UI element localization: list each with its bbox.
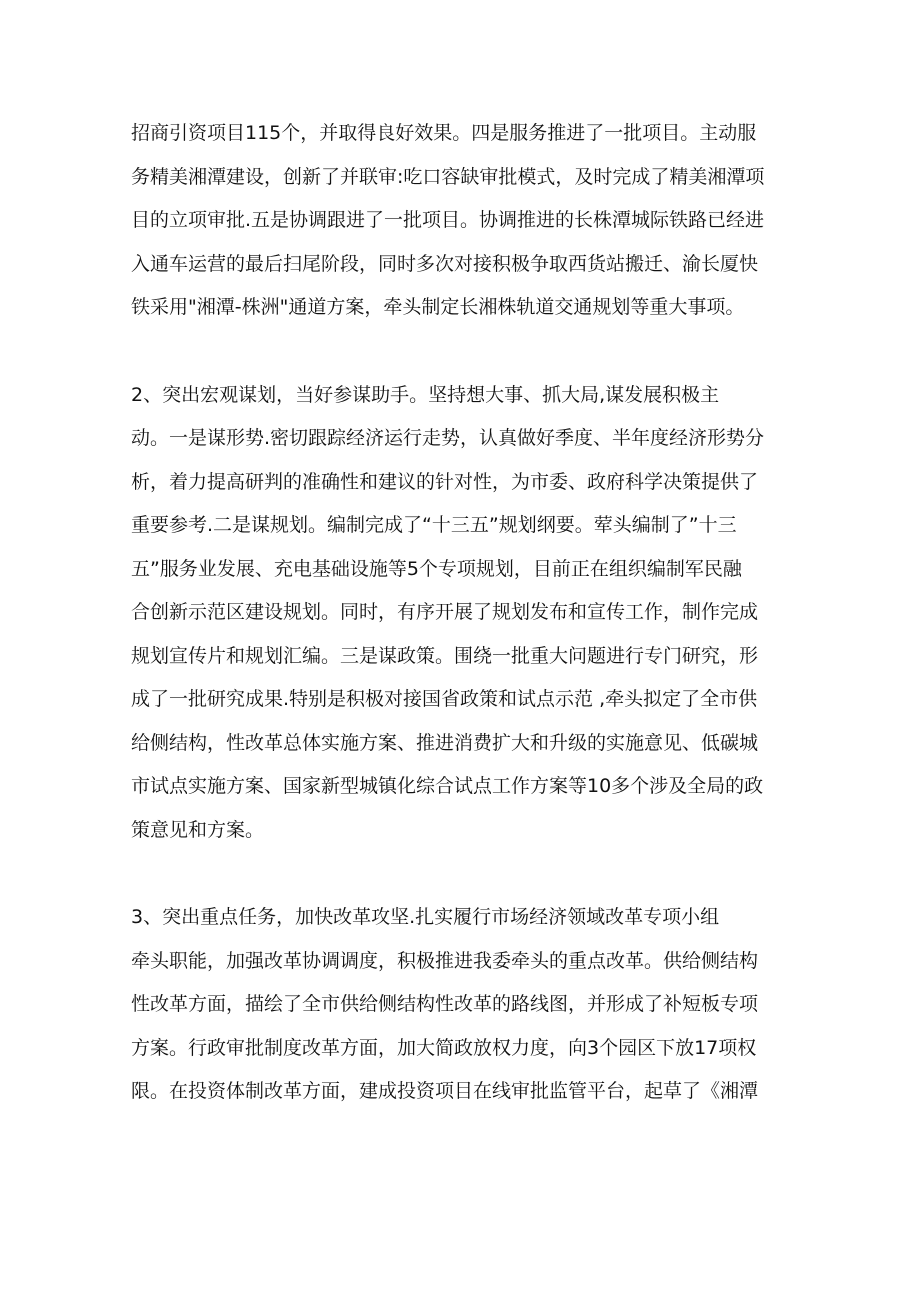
text-line: 重要参考.二是谋规划。编制完成了“十三五”规划纲要。荤头编制了”十三: [131, 514, 737, 536]
text-line: 方案。行政审批制度改革方面，加大简政放权力度，向3个园区下放17项权: [131, 1036, 757, 1059]
text-line: 动。一是谋形势.密切跟踪经济运行走势，认真做好季度、半年度经济形势分: [131, 427, 765, 449]
text-line: 成了一批研究成果.特别是积极对接国省政策和试点示范 ,牵头拟定了全市供: [131, 688, 758, 710]
paragraph-spacer: [131, 330, 791, 374]
text-line: 招商引资项目115个，并取得良好效果。四是服务推进了一批项目。主动服: [131, 122, 757, 144]
document-body: [131, 112, 791, 1114]
text-line: 五”服务业发展、充电基础设施等5个专项规划，目前正在组织编制军民融: [131, 557, 742, 580]
text-line: 策意见和方案。: [131, 818, 265, 841]
paragraph-3: [131, 896, 791, 1114]
text-line: 牵头职能，加强改革协调调度，积极推进我委牵头的重点改革。供给侧结构: [131, 949, 759, 972]
text-line: 性改革方面，描绘了全市供给侧结构性改革的路线图，并形成了补短板专项: [131, 993, 759, 1015]
text-line: 限。在投资体制改革方面，建成投资项目在线审批监管平台，起草了《湘潭: [131, 1080, 759, 1102]
text-line: 目的立项审批.五是协调跟进了一批项目。协调推进的长株潭城际铁路已经进: [131, 209, 765, 231]
text-line: 规划宣传片和规划汇编。三是谋政策。围绕一批重大问题进行专门研究，形: [131, 644, 759, 667]
paragraph-2: [131, 374, 791, 853]
text-line: 析，着力提高研判的准确性和建议的针对性，为市委、政府科学决策提供了: [131, 470, 759, 493]
text-line: 合创新示范区建设规划。同时，有序开展了规划发布和宣传工作，制作完成: [131, 601, 759, 623]
text-line: 2、突出宏观谋划，当好参谋助手。坚持想大事、抓大局,谋发展积极主: [131, 383, 720, 406]
text-line: 市试点实施方案、国家新型城镇化综合试点工作方案等10多个涉及全局的政: [131, 775, 764, 797]
text-line: 入通车运营的最后扫尾阶段，同时多次对接积极争取西货站搬迁、渝长厦快: [131, 252, 759, 275]
text-line: 给侧结构，性改革总体实施方案、推进消费扩大和升级的实施意见、低碳城: [131, 731, 759, 754]
text-line: 铁采用"湘潭-株洲"通道方案，牵头制定长湘株轨道交通规划等重大事项。: [131, 296, 745, 318]
paragraph-spacer: [131, 852, 791, 896]
text-line: 3、突出重点任务，加快改革攻坚.扎实履行市场经济领域改革专项小组: [131, 906, 720, 928]
paragraph-1: [131, 112, 791, 330]
text-line: 务精美湘潭建设，创新了并联审:吃口容缺审批模式，及时完成了精美湘潭项: [131, 165, 765, 188]
